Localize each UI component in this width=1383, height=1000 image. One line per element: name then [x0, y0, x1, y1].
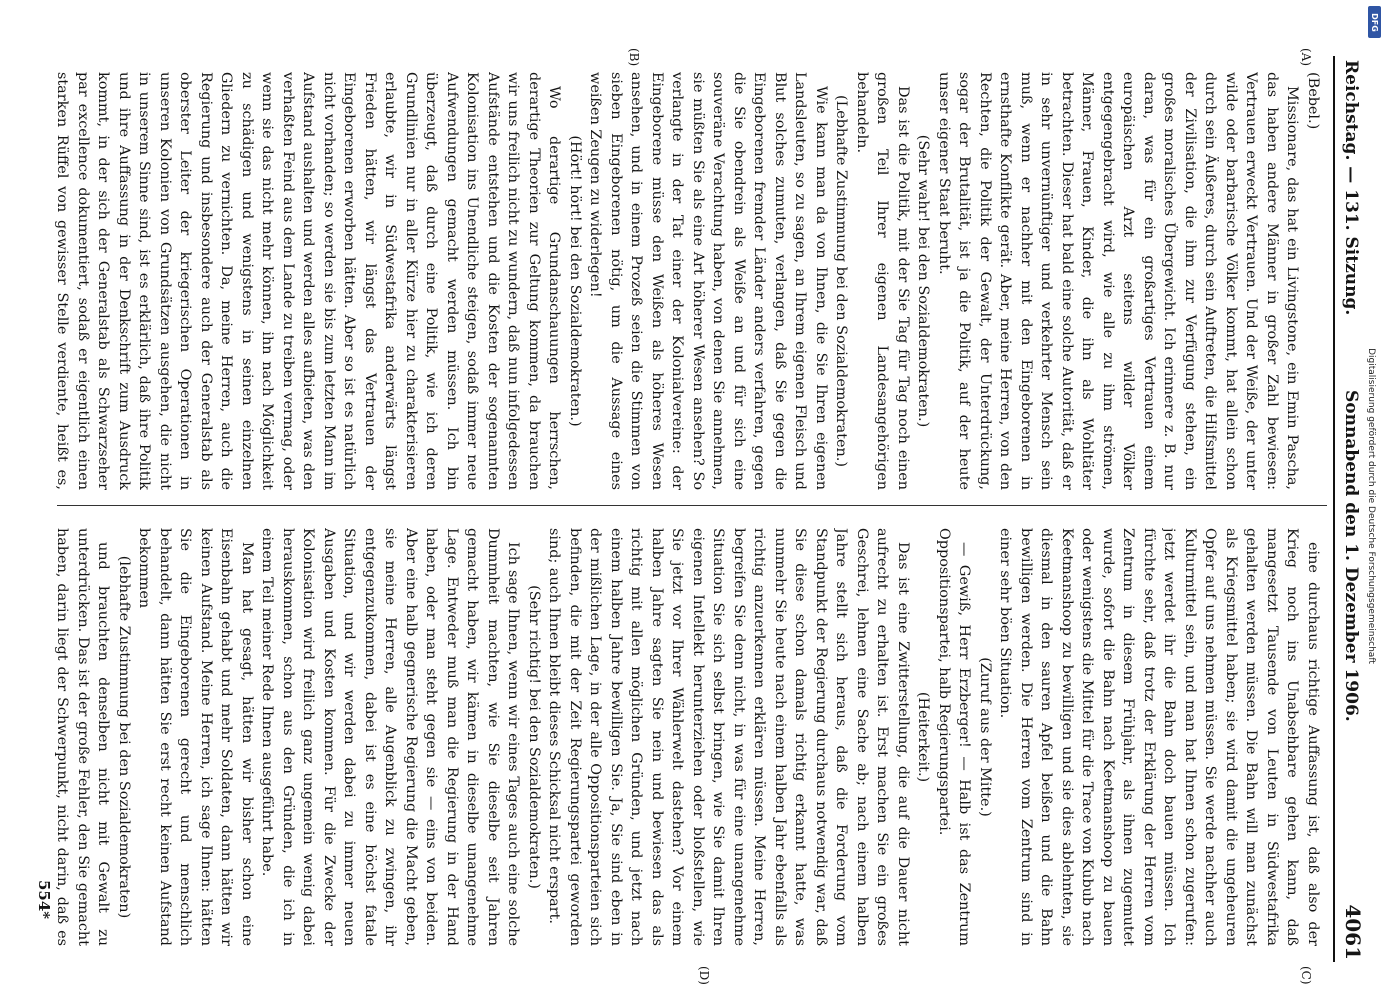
- header-session: Reichstag. — 131. Sitzung.: [1341, 60, 1361, 316]
- paragraph: — Gewiß, Herr Erzberger! — Halb ist das Zentrum Oppositionspartei, halb Regierungspartei.: [936, 528, 973, 946]
- paragraph: und brauchten denselben nicht mit Gewalt zu unterdrücken. Das ist der große Fehler, den Sie gemacht haben, darin liegt der Schwerpunkt, nicht darin, daß es: [54, 528, 112, 946]
- digitization-credit: Digitalisierung gefördert durch die Deutsche Forschungsgemeinschaft: [1366, 348, 1376, 664]
- paragraph: Das ist eine Zwitterstellung, die auf die Dauer nicht aufrecht zu erhalten ist. Erst machen Sie ein großes Geschrei, lehnen eine Sache ab; nach einem halben Jahre stellt sich heraus, daß die Forderung vom Standpunkt der Regierung durchaus notwendig war, daß Sie diese schon damals richtig erkannt hatte, was nunmehr Sie heute nach einem halben Jahr ebenfalls als richtig anzuerkennen erklären müssen. Meine Herren, begreifen Sie denn nicht, in was für eine unangenehme Situation Sie sich selbst bringen, wie Sie damit Ihren eigenen Intellekt herunterziehen oder bloßstellen, wie Sie jetzt vor Ihrer Wählerwelt dastehen? Vor einem halben Jahre sagten Sie nein und bewiesen das als richtig mit allen möglichen Gründen, und jetzt nach einem halben Jahre bewilligen Sie. Ja, Sie sind eben in der mißlichen Lage, in der alle Oppositionsparteien sich befinden, die mit der Zeit Regierungspartei geworden sind; auch Ihnen bleibt dieses Schicksal nicht erspart.: [546, 528, 911, 946]
- margin-marker-b: (B): [627, 48, 641, 67]
- margin-marker-a: (A): [1299, 48, 1313, 67]
- interjection: (lebhafte Zustimmung bei den Sozialdemokraten): [116, 555, 132, 919]
- paragraph: Ich sage Ihnen, wenn wir eines Tages auch eine solche Dummheit machten, wie Sie dieselbe seit Jahren gemacht haben, wir kämen in dieselbe unangenehme Lage. Entweder muß man die Regierung in der Hand haben, oder man steht gegen sie — eins von beiden. Aber eine halb gegnerische Regierung die Macht geben, sie meine Herren, alle Augenblick zu zwingen, ihr entgegenzukommen, dabei ist es eine höchst fatale Situation, und wir werden dabei zu immer neuen Ausgaben und Kosten kommen. Für die Zwecke der Kolonisation wird freilich ganz ungemein wenig dabei herauskommen, schon aus den Gründen, die ich in einem Teil meiner Rede Ihnen ausgeführt habe.: [259, 528, 522, 946]
- paragraph: eine durchaus richtige Auffassung ist, daß also der Krieg noch ins Unabsehbare gehen kann, daß mangesetzt Tausende von Leuten in Südwestafrika gehalten werden müssen. Die Bahn will man zunächst als Kriegsmittel haben; sie wird damit die ungeheuren Opfer auf uns nehmen müssen. Sie werde nachher auch Kulturmittel sein, und man hat Ihnen schon zugerufen: jetzt werdet ihr die Bahn doch bauen müssen. Ich fürchte sehr, daß trotz der Erklärung der Herren vom Zentrum in diesem Frühjahr, als ihnen zugemutet wurde, sofort die Bahn nach Keetmanshoop zu bauen oder wenigstens die Mittel für die Trace von Kubub nach Keetmanshoop zu bewilligen und sie dies ablehnten, sie diesmal in den sauren Apfel beißen und die Bahn bewilligen werden. Die Herren vom Zentrum sind in einer sehr böen Situation.: [997, 528, 1321, 946]
- left-column: [53, 72, 1323, 490]
- paragraph: Missionare, das hat ein Livingstone, ein Emin Pascha, das haben andere Männer in großer Zahl bewiesen: Vertrauen erweckt Vertrauen. Und der Weiße, der unter wilde oder barbarische Völker kommt, hat allein schon durch sein Äußeres, durch sein Auftreten, die Hilfsmittel der Zivilisation, die ihm zur Verfügung stehen, ein großes moralisches Übergewicht. Ich erinnere z. B. nur daran, was für ein großartiges Vertrauen einem europäischen Arzt seitens wilder Völker entgegengebracht wird, wie alle zu ihm strömen, Männer, Frauen, Kinder, die ihn als Wohltäter betrachten. Dieser hat bald eine solche Autorität, daß er in sehr unvernünftiger und verkehrter Mensch sein muß, wenn er nachher mit den Eingeborenen in ernsthafte Konflikte gerät. Aber, meine Herren, von den Rechten, die Politik der Gewalt, der Unterdrückung, sogar der Brutalität, ist ja die Politik, auf der heute unser eigener Staat beruht.: [936, 72, 1301, 490]
- paragraph: Wo derartige Grundanschauungen herrschen, derartige Theorien zur Geltung kommen, da brauchen wir uns freilich nicht zu wundern, daß nun infolgedessen Aufstände entstehen und die Kosten der sogenannten Kolonisation ins Unendliche steigen, sodaß immer neue Aufwendungen gemacht werden müssen. Ich bin überzeugt, daß durch eine Politik, wie ich deren Grundlinien nur in aller Kürze hier zu charakterisieren erlaubte, wir in Südwestafrika anderwärts längst Frieden hätten, wir längst das Vertrauen der Eingeborenen erworben hätten. Aber so ist es natürlich nicht vorhanden; so werden sie bis zum letzten Mann im Aufstand aushalten und werden alles aufbieten, was den verhaßten Feind aus dem Lande zu treiben vermag, oder wenn sie das nicht mehr können, ihn nach Möglichkeit zu schädigen und wenigstens in seinen einzelnen Gliedern zu vernichten. Da, meine Herren, auch die Regierung und insbesondere auch der Generalstab als oberster Leiter der kriegerischen Operationen in unseren Kolonien von Grundsätzen ausgehen, die nicht in unserem Sinne sind, ist es erklärlich, daß ihre Politik und ihre Auffassung in der Denkschrift zum Ausdruck kommt, in der sich der Generalstab als Schwarzseher par excellence dokumentiert, sodaß er eigentlich einen starken Rüffel von gewisser Stelle verdiente, heißt es,: [54, 72, 563, 490]
- interjection: (Sehr richtig! bei den Sozialdemokraten.): [526, 585, 542, 889]
- dfg-logo: [1368, 6, 1381, 38]
- paragraph: Das ist die Politik, mit der Sie Tag für Tag noch einen großen Teil Ihrer eigenen Landesangehörigen behandeln.: [854, 72, 911, 490]
- interjection: (Hört! hört! bei den Sozialdemokraten.): [567, 135, 583, 427]
- signature-mark: 554*: [35, 880, 53, 920]
- speaker-name: (Bebel.): [1305, 72, 1321, 130]
- header-rule: [1333, 56, 1335, 962]
- paragraph: Man hat gesagt, hätten wir bisher schon eine Eisenbahn gehabt und mehr Soldaten, dann hätten wir keinen Aufstand. Meine Herren, ich sage Ihnen: hätten Sie die Eingeborenen gerecht und menschlich behandelt, dann hätten Sie erst recht keinen Aufstand bekommen: [136, 528, 255, 946]
- interjection: (Lebhafte Zustimmung bei den Sozialdemokraten.): [833, 95, 850, 467]
- interjection: (Sehr wahr! bei den Sozialdemokraten.): [915, 134, 932, 428]
- margin-marker-d: (D): [697, 966, 711, 985]
- interjection: (Heiterkeit.): [915, 691, 932, 783]
- right-column: [53, 528, 1323, 946]
- paragraph: Wie kann man da von Ihnen, die Sie Ihren eigenen Landsleuten, so zu sagen, an Ihrem eigenen Fleisch und Blut solches zumuten, verlangen, daß Sie gegen die Eingeborenen fremder Länder anders verfahren, gegen die Sie obendrein als Weiße an und für sich eine souveräne Verachtung haben, von denen Sie annehmen, sie müßten Sie als eine Art höherer Wesen ansehen? So verlangte in der Tat einer der Kolonialvereine: der Eingeborene müsse den Weißen als höheres Wesen ansehen, und in einem Prozeß seien die Stimmen von sieben Eingeborenen nötig, um die Aussage eines weißen Zeugen zu widerlegen!: [587, 72, 829, 490]
- header-date: Sonnabend den 1. Dezember 1906.: [1341, 390, 1361, 722]
- page-number: 4061: [1341, 904, 1365, 960]
- page-header: [1337, 60, 1365, 960]
- dfg-logo-text: DFG: [1370, 12, 1380, 32]
- margin-marker-c: (C): [1299, 966, 1313, 985]
- interjection: (Zuruf aus der Mitte.): [977, 657, 993, 817]
- column-divider: [57, 505, 1327, 506]
